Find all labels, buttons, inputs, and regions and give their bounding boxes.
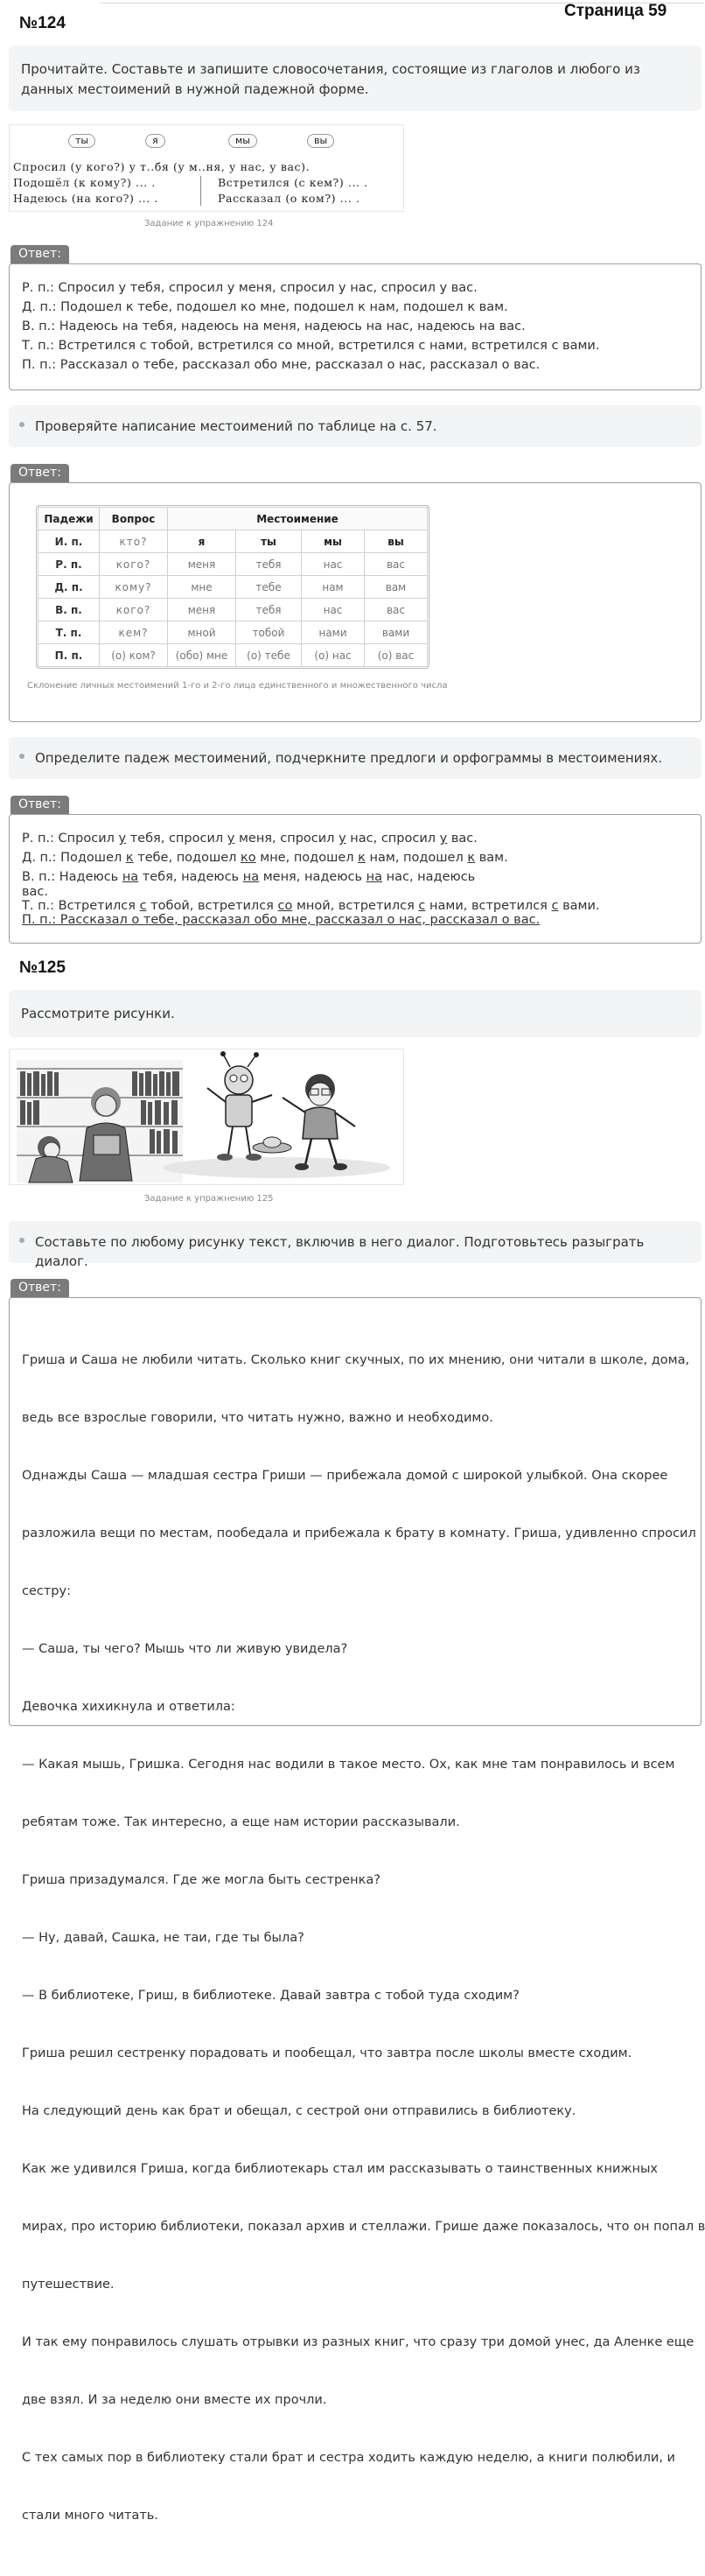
pronoun-cell: (обо) мне <box>168 644 236 667</box>
answer-tag-4: Ответ: <box>10 1279 69 1297</box>
declension-table-frame <box>36 505 429 669</box>
underlined-preposition: к <box>125 851 134 865</box>
story-line: Гриша призадумался. Где же могла быть сестренка? <box>22 1873 380 1887</box>
answer-tag-2: Ответ: <box>10 464 69 482</box>
story-line: Гриша и Саша не любили читать. Сколько книг скучных, по их мнению, они читали в школе, дома, <box>22 1353 690 1367</box>
text-part: мне, подошел <box>255 851 359 865</box>
story-line: — Ну, давай, Сашка, не таи, где ты была? <box>22 1931 304 1945</box>
story-line: Как же удивился Гриша, когда библиотекарь стал им рассказывать о таинственных книжных <box>22 2162 659 2176</box>
underlined-preposition: ко <box>241 851 256 865</box>
task-125-dialog-text: Составьте по любому рисунку текст, включив в него диалог. Подготовьтесь разыграть диалог. <box>35 1234 645 1269</box>
story-line: путешествие. <box>22 2278 115 2292</box>
answer-3-line <box>22 867 688 885</box>
book-right-1: Встретился (с кем?) ... . <box>218 176 368 189</box>
bullet-icon <box>19 422 24 427</box>
story-line: Гриша решил сестренку порадовать и пообещал, что завтра после школы вместе сходим. <box>22 2046 632 2060</box>
robot-scene-illustration <box>163 1051 390 1178</box>
underlined-preposition: у <box>118 832 127 846</box>
book-right-2: Рассказал (о ком?) ... . <box>218 192 360 205</box>
answer-3-line <box>22 899 688 913</box>
answer-box-1 <box>9 263 702 390</box>
question-cell: кто? <box>100 530 168 553</box>
answer-3-line <box>22 829 688 848</box>
sub-header-cell: мы <box>302 530 365 553</box>
answer-1-line: Р. п.: Спросил у тебя, спросил у меня, спросил у нас, спросил у вас. <box>22 281 478 295</box>
bullet-icon <box>19 754 24 759</box>
underlined-preposition: на <box>366 870 383 884</box>
declension-table <box>38 507 428 667</box>
answer-1-line: В. п.: Надеюсь на тебя, надеюсь на меня, надеюсь на нас, надеюсь на вас. <box>22 319 526 333</box>
text-part: меня, спросил <box>234 832 339 846</box>
text-part: нас, спросил <box>346 832 440 846</box>
table-caption: Склонение личных местоимений 1-го и 2-го лица единственного и множественного числа <box>27 681 448 691</box>
underlined-preposition: с <box>139 899 147 913</box>
underlined-preposition: на <box>242 870 260 884</box>
story-line: И так ему понравилось слушать отрывки из разных книг, что сразу три домой унес, да Аленке еще <box>22 2335 695 2349</box>
pill-vy: вы <box>307 134 334 148</box>
underlined-preposition: у <box>439 832 448 846</box>
text-part: Т. п.: Встретился <box>22 899 140 913</box>
pronoun-cell: меня <box>168 599 236 621</box>
answer-3-line: П. п.: Рассказал о тебе, рассказал обо мне, рассказал о нас, рассказал о вас. <box>22 913 541 927</box>
underlined-preposition: на <box>122 870 139 884</box>
pronoun-cell: меня <box>168 553 236 576</box>
story-line: ведь все взрослые говорили, что читать нужно, важно и необходимо. <box>22 1411 493 1425</box>
task-124-check-text: Проверяйте написание местоимений по таблице на с. 57. <box>35 418 437 434</box>
pronoun-cell: мной <box>168 621 236 644</box>
story-line: — Какая мышь, Гришка. Сегодня нас водили в такое место. Ох, как мне там понравилось и всем <box>22 1758 675 1772</box>
case-cell: П. п. <box>38 644 100 667</box>
question-cell: кого? <box>100 553 168 576</box>
answer-box-story <box>9 1297 705 2523</box>
book-divider <box>200 176 201 206</box>
library-scene-illustration <box>17 1060 183 1183</box>
answer-box-2 <box>9 482 702 722</box>
story-line: Однажды Саша — младшая сестра Гриши — прибежала домой с широкой улыбкой. Она скорее <box>22 1469 668 1483</box>
pill-my: мы <box>228 134 257 148</box>
underlined-preposition: с <box>418 899 426 913</box>
exercise-125-title: №125 <box>19 958 66 977</box>
answer-3-line <box>22 848 688 867</box>
text-part: Р. п.: Спросил <box>22 832 119 846</box>
pronoun-cell: вас <box>365 599 428 621</box>
pronoun-cell: нам <box>302 576 365 599</box>
pill-ya: я <box>145 134 165 148</box>
answer-tag-1: Ответ: <box>10 245 69 263</box>
story-line: стали много читать. <box>22 2509 158 2523</box>
sub-header-cell: ты <box>236 530 302 553</box>
th-question: Вопрос <box>100 508 168 530</box>
question-cell: кому? <box>100 576 168 599</box>
task-125: Рассмотрите рисунки. <box>9 990 702 1037</box>
th-cases: Падежи <box>38 508 100 530</box>
text-part: тебя, спросил <box>126 832 227 846</box>
exercise-125-image <box>9 1049 404 1185</box>
pronoun-cell: тебе <box>236 576 302 599</box>
text-part: меня, надеюсь <box>259 870 366 884</box>
illustration-svg <box>10 1049 403 1184</box>
page-label: Страница 59 <box>564 2 667 20</box>
text-part: вами. <box>558 899 600 913</box>
story-line: На следующий день как брат и обещал, с сестрой они отправились в библиотеку. <box>22 2104 576 2118</box>
text-part: вас. <box>447 832 478 846</box>
underlined-preposition: у <box>227 832 235 846</box>
pronoun-cell: нами <box>302 621 365 644</box>
pronoun-cell: мне <box>168 576 236 599</box>
underlined-preposition: к <box>467 851 476 865</box>
story-line: Девочка хихикнула и ответила: <box>22 1700 235 1714</box>
exercise-124-title: №124 <box>19 14 66 32</box>
pronoun-cell: (о) вас <box>365 644 428 667</box>
pronoun-cell: нас <box>302 553 365 576</box>
text-part: тобой, встретился <box>146 899 278 913</box>
underlined-preposition: с <box>551 899 559 913</box>
pronoun-cell: вами <box>365 621 428 644</box>
sub-header-cell: я <box>168 530 236 553</box>
underlined-preposition: у <box>339 832 346 846</box>
case-cell: Д. п. <box>38 576 100 599</box>
book-left-1: Подошёл (к кому?) ... . <box>13 176 156 189</box>
pronoun-cell: вас <box>365 553 428 576</box>
th-pronoun: Местоимение <box>168 508 428 530</box>
story-line: разложила вещи по местам, пообедала и прибежала к брату в комнату. Гриша, удивленно спросил <box>22 1527 696 1541</box>
task-124-check <box>9 405 702 447</box>
caption-125: Задание к упражнению 125 <box>144 1194 274 1204</box>
answer-1-line: П. п.: Рассказал о тебе, рассказал обо мне, рассказал о нас, рассказал о вас. <box>22 358 541 372</box>
story-line: мирах, про историю библиотеки, показал архив и стеллажи. Грише даже показалось, что он попал в <box>22 2220 705 2234</box>
task-124-case-text: Определите падеж местоимений, подчеркните предлоги и орфограммы в местоимениях. <box>35 750 663 766</box>
case-cell: В. п. <box>38 599 100 621</box>
pronoun-cell: нас <box>302 599 365 621</box>
text-part: вам. <box>475 851 508 865</box>
case-cell: Т. п. <box>38 621 100 644</box>
pronoun-cell: (о) нас <box>302 644 365 667</box>
task-124: Прочитайте. Составьте и запишите словосочетания, состоящие из глаголов и любого из данных местоимений в нужной падежной форме. <box>9 46 702 111</box>
text-part: нами, встретился <box>425 899 552 913</box>
story-line: ребятам тоже. Так интересно, а еще нам истории рассказывали. <box>22 1815 460 1829</box>
case-cell: И. п. <box>38 530 100 553</box>
answer-3-line: вас. <box>22 885 49 899</box>
pronoun-cell: тобой <box>236 621 302 644</box>
case-cell: Р. п. <box>38 553 100 576</box>
pronoun-cell: (о) тебе <box>236 644 302 667</box>
question-cell: (о) ком? <box>100 644 168 667</box>
underlined-preposition: со <box>277 899 293 913</box>
text-part: нас, надеюсь <box>382 870 476 884</box>
exercise-124-image <box>9 124 404 212</box>
answer-1-line: Д. п.: Подошел к тебе, подошел ко мне, подошел к нам, подошел к вам. <box>22 300 508 314</box>
question-cell: кем? <box>100 621 168 644</box>
text-part: нам, подошел <box>365 851 468 865</box>
pill-ty: ты <box>68 134 95 148</box>
story-line: — Саша, ты чего? Мышь что ли живую увидела? <box>22 1642 348 1656</box>
sub-header-cell: вы <box>365 530 428 553</box>
text-part: В. п.: Надеюсь <box>22 870 122 884</box>
book-row-1: Спросил (у кого?) у т..бя (у м..ня, у нас, у вас). <box>13 160 311 173</box>
book-left-2: Надеюсь (на кого?) ... . <box>13 192 158 205</box>
caption-124: Задание к упражнению 124 <box>144 219 274 228</box>
task-125-dialog <box>9 1221 702 1269</box>
answer-tag-3: Ответ: <box>10 796 69 814</box>
answer-box-3 <box>9 814 702 944</box>
story-line: сестру: <box>22 1584 71 1598</box>
text-part: тебя, надеюсь <box>138 870 243 884</box>
story-line: С тех самых пор в библиотеку стали брат и сестра ходить каждую неделю, а книги полюбили, и <box>22 2451 675 2465</box>
bullet-icon <box>19 1238 24 1243</box>
story-line: две взял. И за неделю они вместе их прочли. <box>22 2393 327 2407</box>
underlined-preposition: к <box>358 851 366 865</box>
pronoun-cell: вам <box>365 576 428 599</box>
story-line: — В библиотеке, Гриш, в библиотеке. Давай завтра с тобой туда сходим? <box>22 1989 520 2003</box>
task-124-case <box>9 737 702 779</box>
pronoun-cell: тебя <box>236 553 302 576</box>
text-part: тебе, подошел <box>133 851 241 865</box>
answer-1-line: Т. п.: Встретился с тобой, встретился со мной, встретился с нами, встретился с вами. <box>22 339 600 353</box>
text-part: мной, встретился <box>292 899 419 913</box>
pronoun-cell: тебя <box>236 599 302 621</box>
question-cell: кого? <box>100 599 168 621</box>
text-part: Д. п.: Подошел <box>22 851 126 865</box>
